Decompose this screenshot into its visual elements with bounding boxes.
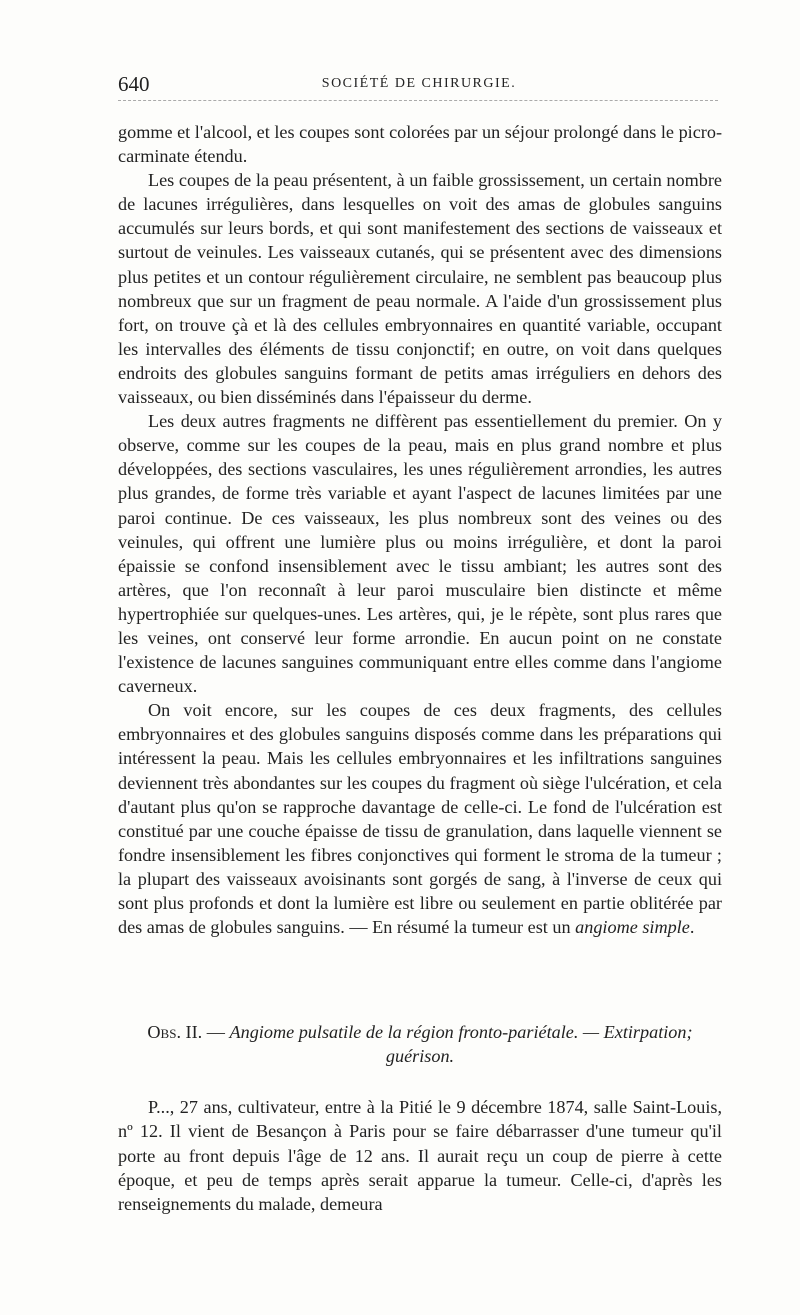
- paragraph: Les coupes de la peau présentent, à un faible grossissement, un certain nombre de lacunes irrégulières, dans lesquelles on voit des amas de globules sanguins accumulés sur leurs bords, et qui sont manifestement des sections de vaisseaux et surtout de veinules. Les vaisseaux cutanés, qui se présentent avec des dimensions plus petites et un contour régulièrement circulaire, ne semblent pas beaucoup plus nombreux que sur un fragment de peau normale. A l'aide d'un grossissement plus fort, on trouve çà et là des cellules embryonnaires en quantité variable, occupant les intervalles des éléments de tissu conjonctif; en outre, on voit dans quelques endroits des globules sanguins formant de petits amas irréguliers en dehors des vaisseaux, ou bien disséminés dans l'épaisseur du derme.: [118, 170, 722, 408]
- running-head: SOCIÉTÉ DE CHIRURGIE.: [321, 76, 517, 91]
- paragraph-text: On voit encore, sur les coupes de ces deux fragments, des cellules embryonnaires et des globules sanguins disposés comme dans les préparations qui intéressent la peau. Mais les cellules embryonnaires et les infiltrations sanguines deviennent très abondantes sur les coupes du fragment où siège l'ulcération, et cela d'autant plus qu'on se rapproche davantage de celle-ci. Le fond de l'ulcération est constitué par une couche épaisse de tissu de granulation, dans laquelle viennent se fondre insensiblement les fibres conjonctives qui forment le stroma de la tumeur ; la plupart des vaisseaux avoisinants sont gorgés de sang, à l'inverse de ceux qui sont plus profonds et dont la lumière est libre ou seulement en partie oblitérée par des amas de globules sanguins.: [118, 700, 722, 938]
- summary-lead: — En résumé la tumeur est un: [349, 917, 576, 938]
- case-paragraph: P..., 27 ans, cultivateur, entre à la Pitié le 9 décembre 1874, salle Saint-Louis, nº 12. Il vient de Besançon à Paris pour se faire débarrasser d'une tumeur qu'il porte au front depuis l'âge de 12 ans. Il aurait reçu un coup de pierre à cette époque, et peu de temps après serait apparue la tumeur. Celle-ci, d'après les renseignements du malade, demeura: [118, 1097, 722, 1215]
- header-rule: [118, 100, 718, 101]
- paragraph: gomme et l'alcool, et les coupes sont colorées par un séjour prolongé dans le picro-carminate étendu.: [118, 122, 722, 167]
- observation-label: Obs. II.: [147, 1022, 203, 1042]
- case-text: [118, 1095, 722, 1216]
- observation-heading: [118, 1020, 722, 1068]
- page-header: [118, 72, 720, 98]
- summary-end: .: [689, 917, 695, 938]
- body-text: [118, 120, 722, 939]
- observation-title: Angiome pulsatile de la région fronto-pariétale. — Extirpation; guérison.: [229, 1022, 693, 1066]
- paragraph: [118, 698, 722, 939]
- observation-dash: —: [202, 1022, 230, 1042]
- page-number: 640: [118, 72, 150, 96]
- paragraph: Les deux autres fragments ne diffèrent pas essentiellement du premier. On y observe, comme sur les coupes de la peau, mais en plus grand nombre et plus développées, des sections vasculaires, les unes régulièrement arrondies, les autres plus grandes, de forme très variable et ayant l'aspect de lacunes limitées par une paroi continue. De ces vaisseaux, les plus nombreux sont des veines ou des veinules, qui offrent une lumière plus ou moins irrégulière, et dont la paroi épaissie se confond insensiblement avec le tissu ambiant; les autres sont des artères, que l'on reconnaît à leur paroi musculaire bien distincte et même hypertrophiée sur quelques-unes. Les artères, qui, je le répète, sont plus rares que les veines, ont conservé leur forme arrondie. En aucun point on ne constate l'existence de lacunes sanguines communiquant entre elles comme dans l'angiome caverneux.: [118, 411, 722, 697]
- summary-emphasis: angiome simple: [575, 917, 690, 938]
